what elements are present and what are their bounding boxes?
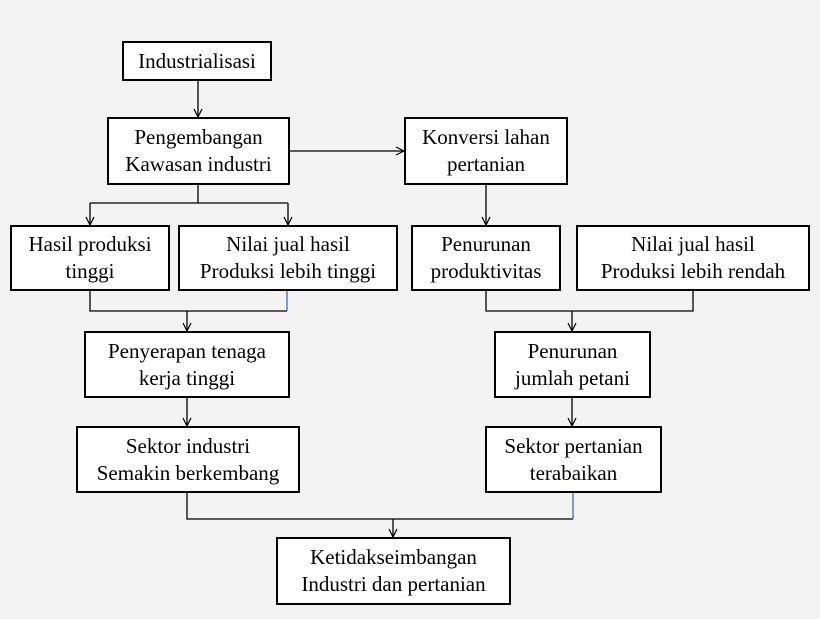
node-sektor-pertanian [485,426,662,493]
node-label: jumlah petani [515,365,630,390]
node-label: pertanian [446,152,526,176]
node-label: Sektor pertanian [504,433,643,458]
node-label: Industrialisasi [138,48,256,73]
node-label: Hasil produksi [28,232,152,256]
node-label: terabaikan [529,460,618,485]
node-penurunan-produktivitas [411,225,561,291]
node-label: Produksi lebih rendah [600,259,786,283]
connector-merge-left [90,291,287,311]
node-pengembangan-kawasan-industri [107,117,290,185]
node-label: tinggi [65,259,115,283]
node-label: kerja tinggi [138,365,236,390]
connector-merge-right [486,291,693,311]
node-hasil-produksi-tinggi [10,225,170,291]
node-label: Penyerapan tenaga [107,338,266,363]
node-label: Sektor industri [125,433,251,458]
node-label: Pengembangan [134,125,263,149]
node-label: Ketidakseimbangan [310,545,477,569]
node-penyerapan-tenaga-kerja [84,331,290,398]
node-konversi-lahan-pertanian [404,117,568,185]
node-label: Penurunan [527,338,618,363]
connector-pengembangan-split [90,185,288,203]
node-penurunan-jumlah-petani [494,331,651,398]
node-label: Nilai jual hasil [631,232,755,256]
node-ketidakseimbangan [276,537,511,605]
node-industrialisasi [122,41,272,81]
node-nilai-jual-lebih-tinggi [178,225,398,291]
node-label: Penurunan [441,232,531,256]
connector-merge-bottom [187,493,573,519]
node-label: produktivitas [430,259,542,283]
node-sektor-industri [76,426,300,493]
node-label: Kawasan industri [125,152,272,176]
node-label: Industri dan pertanian [301,572,486,596]
node-label: Semakin berkembang [96,460,280,485]
node-label: Konversi lahan [422,125,550,149]
node-label: Nilai jual hasil [226,232,350,256]
node-label: Produksi lebih tinggi [199,259,377,283]
node-nilai-jual-lebih-rendah [576,225,810,291]
